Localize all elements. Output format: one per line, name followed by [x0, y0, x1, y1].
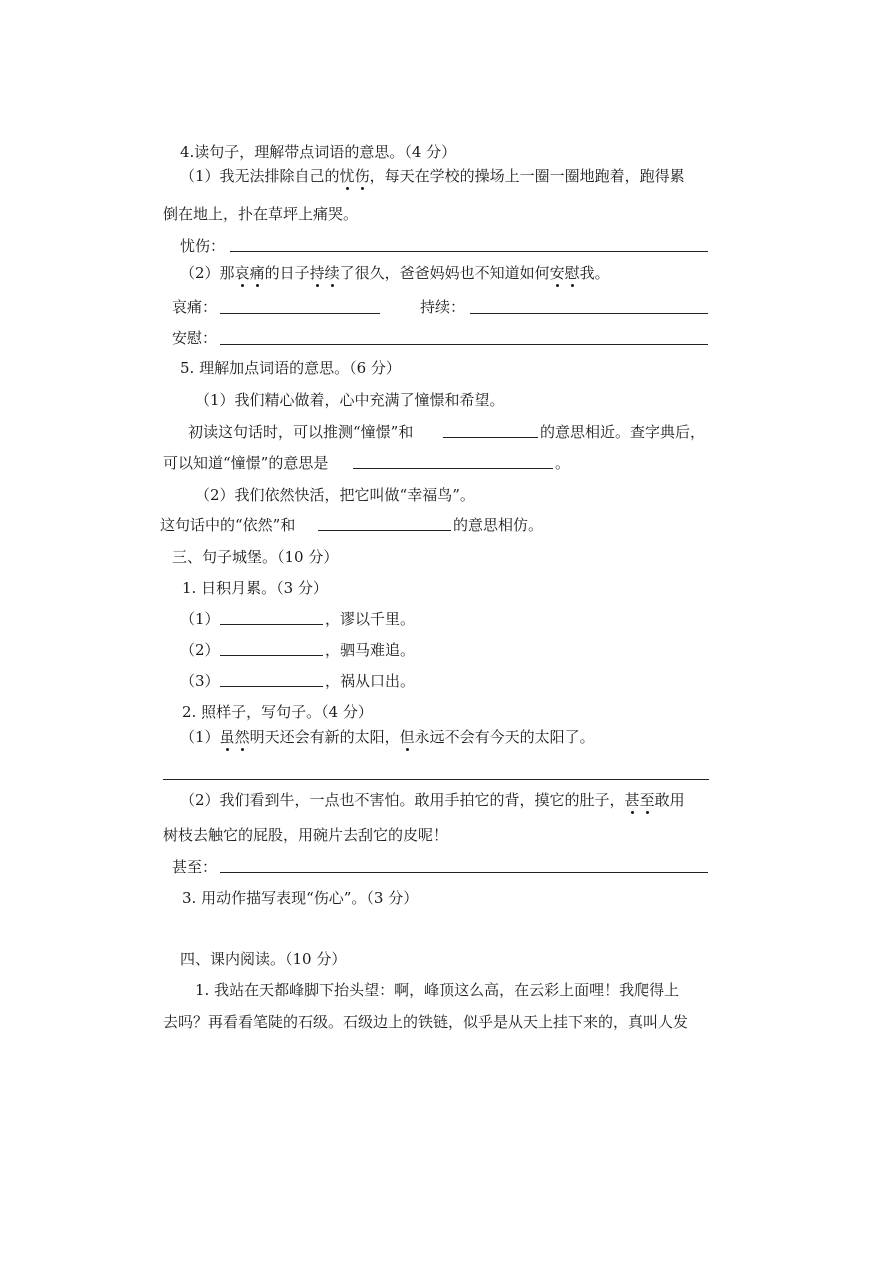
- q5-sentence-1: （1）我们精心做着，心中充满了憧憬和希望。: [195, 391, 505, 409]
- answer-blank-youshang[interactable]: [230, 251, 708, 252]
- q5-para-1a: 初读这句话时，可以推测“憧憬”和: [188, 423, 414, 441]
- sec3-q2-sentence-2-cont: 树枝去触它的屁股，用碗片去刮它的皮呢！: [163, 826, 449, 844]
- sec3-q2-sentence-1: （1）虽然明天还会有新的太阳，但永远不会有今天的太阳了。: [180, 728, 595, 746]
- sec3-q2-sentence-2: （2）我们看到牛，一点也不害怕。敢用手拍它的背，摸它的肚子，甚至敢用: [180, 791, 685, 809]
- q5-heading: 5. 理解加点词语的意思。（6 分）: [180, 359, 401, 377]
- q4-sentence-1-cont: 倒在地上，扑在草坪上痛哭。: [163, 205, 359, 223]
- section-3-heading: 三、句子城堡。（10 分）: [172, 548, 339, 566]
- idiom-item-3-text: ，祸从口出。: [325, 672, 416, 690]
- q4-sentence-2: （2）那哀痛的日子持续了很久，爸爸妈妈也不知道如何安慰我。: [180, 264, 610, 282]
- label-youshang: 忧伤：: [180, 237, 226, 255]
- label-anwei: 安慰：: [172, 329, 218, 347]
- idiom-item-3-num: （3）: [180, 672, 220, 690]
- q5-para-2b: 。: [555, 454, 571, 472]
- answer-blank-chixu[interactable]: [470, 313, 708, 314]
- answer-blank-idiom-2[interactable]: [220, 655, 323, 656]
- label-aitong: 哀痛：: [172, 298, 218, 316]
- sec3-q1-heading: 1. 日积月累。（3 分）: [182, 579, 328, 597]
- label-chixu: 持续：: [420, 298, 466, 316]
- sec4-passage-line-1: 1. 我站在天都峰脚下抬头望：啊，峰顶这么高，在云彩上面哩！我爬得上: [195, 981, 680, 999]
- q5-para-1b: 的意思相近。查字典后，: [540, 423, 706, 441]
- q5-para-2a: 可以知道“憧憬”的意思是: [163, 454, 329, 472]
- q5-para-3b: 的意思相仿。: [453, 516, 544, 534]
- q4-heading: 4.读句子，理解带点词语的意思。（4 分）: [180, 143, 457, 161]
- sec3-q2-heading: 2. 照样子，写句子。（4 分）: [182, 703, 373, 721]
- answer-blank-anwei[interactable]: [220, 344, 708, 345]
- sec4-passage-line-2: 去吗？再看看笔陡的石级。石级边上的铁链，似乎是从天上挂下来的，真叫人发: [163, 1013, 689, 1031]
- section-4-heading: 四、课内阅读。（10 分）: [180, 950, 347, 968]
- idiom-item-2-num: （2）: [180, 641, 220, 659]
- answer-blank-sentence-1[interactable]: [163, 779, 709, 780]
- answer-blank-chongjing-synonym[interactable]: [443, 437, 538, 438]
- idiom-item-1-text: ，谬以千里。: [325, 610, 416, 628]
- answer-blank-idiom-1[interactable]: [220, 624, 323, 625]
- answer-blank-yiran[interactable]: [318, 530, 451, 531]
- idiom-item-1-num: （1）: [180, 610, 220, 628]
- answer-blank-aitong[interactable]: [220, 313, 380, 314]
- q5-sentence-2: （2）我们依然快活，把它叫做“幸福鸟”。: [195, 486, 475, 504]
- sec3-q3-heading: 3. 用动作描写表现“伤心”。（3 分）: [182, 889, 419, 907]
- label-shenzhi: 甚至：: [172, 858, 218, 876]
- answer-blank-chongjing-meaning[interactable]: [353, 468, 553, 469]
- answer-blank-idiom-3[interactable]: [220, 686, 323, 687]
- q5-para-3a: 这句话中的“依然”和: [160, 516, 296, 534]
- idiom-item-2-text: ，驷马难追。: [325, 641, 416, 659]
- q4-sentence-1: （1）我无法排除自己的忧伤，每天在学校的操场上一圈一圈地跑着，跑得累: [180, 167, 685, 185]
- answer-blank-shenzhi[interactable]: [220, 872, 708, 873]
